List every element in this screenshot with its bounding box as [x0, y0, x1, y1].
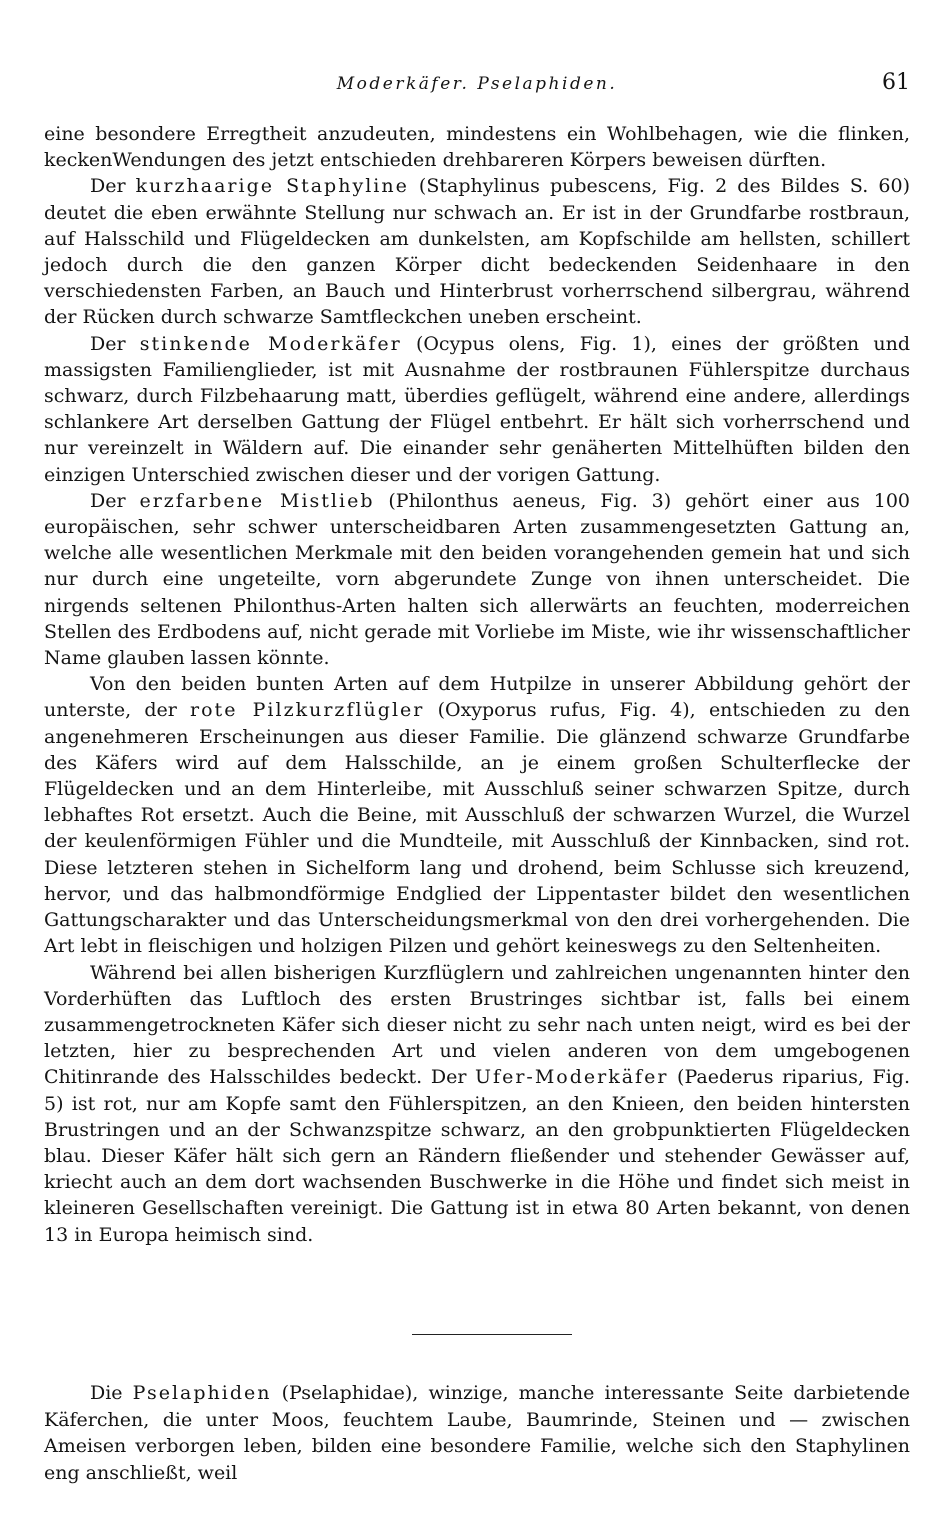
species-name: rote Pilzkurzflügler	[190, 699, 425, 722]
family-name: Pselaphiden	[132, 1382, 272, 1404]
paragraph: Während bei allen bisherigen Kurzflüglern und zahlreichen ungenannten hinter den Vorderhüften das Luftloch des ersten Brustringes sichtbar ist, falls bei einem zusammengetrockneten Käfer sich dieser nicht zu sehr nach unten neigt, wird es bei der letzten, hier zu besprechenden Art und vielen anderen von dem umgebogenen Chitinrande des Halsschildes bedeckt. Der Ufer-Moderkäfer (Paederus riparius, Fig. 5) ist rot, nur am Kopfe samt den Fühlerspitzen, an den Knieen, den beiden hintersten Brustringen und an der Schwanzspitze schwarz, an den grobpunktierten Flügeldecken blau. Dieser Käfer hält sich gern an Rändern fließender und stehender Gewässer auf, kriecht auch an dem dort wachsenden Buschwerke in die Höhe und findet sich meist in kleineren Gesellschaften vereinigt. Die Gattung ist in etwa 80 Arten bekannt, von denen 13 in Europa heimisch sind.	[44, 961, 911, 1246]
paragraph-text: eine besondere Erregtheit anzudeuten, mindestens ein Wohlbehagen, wie die flinken, keckenWendungen des jetzt entschieden drehbareren Körpers beweisen dürften.	[44, 123, 910, 172]
paragraph: Von den beiden bunten Arten auf dem Hutpilze in unserer Abbildung gehört der unterste, der rote Pilzkurzflügler (Oxyporus rufus, Fig. 4), entschieden zu den angenehmeren Erscheinungen aus dieser Familie. Die glänzend schwarze Grundfarbe des Käfers wird auf dem Halsschilde, an je einem großen Schulterflecke der Flügeldecken und an dem Hinterleibe, mit Ausschluß seiner schwarzen Spitze, durch lebhaftes Rot ersetzt. Auch die Beine, mit Ausschluß der schwarzen Wurzel, die Wurzel der keulenförmigen Fühler und die Mundteile, mit Ausschluß der Kinnbacken, sind rot. Diese letzteren stehen in Sichelform lang und drohend, beim Schlusse sich kreuzend, hervor, und das halbmondförmige Endglied der Lippentaster bildet den wesentlichen Gattungscharakter und das Unterscheidungsmerkmal von den drei vorhergehenden. Die Art lebt in fleischigen und holzigen Pilzen und gehört keineswegs zu den Seltenheiten.	[44, 673, 910, 958]
section-divider	[412, 1334, 572, 1335]
paragraph: Der kurzhaarige Staphyline (Staphylinus pubescens, Fig. 2 des Bildes S. 60) deutet die eben erwähnte Stellung nur schwach an. Er ist in der Grundfarbe rostbraun, auf Halsschild und Flügeldecken am dunkelsten, am Kopfschilde am hellsten, schillert jedoch durch die den ganzen Körper dicht bedeckenden Seidenhaare in den verschiedensten Farben, an Bauch und Hinterbrust vorherrschend silbergrau, während der Rücken durch schwarze Samtfleckchen uneben erscheint.	[44, 175, 910, 329]
species-name: erzfarbene Mistlieb	[139, 489, 375, 512]
species-name: kurzhaarige Staphyline	[135, 175, 409, 198]
paragraph: Der erzfarbene Mistlieb (Philonthus aeneus, Fig. 3) gehört einer aus 100 europäischen, sehr schwer unterscheidbaren Arten zusammengesetzten Gattung an, welche alle wesentlichen Merkmale mit den beiden vorangehenden gemein hat und sich nur durch eine ungeteilte, vorn abgerundete Zunge von ihnen unterscheidet. Die nirgends seltenen Philonthus-Arten halten sich allerwärts an feuchten, moderreichen Stellen des Erdbodens auf, nicht gerade mit Vorliebe im Miste, wie ihr wissenschaftlicher Name glauben lassen könnte.	[44, 489, 910, 670]
section-text	[44, 1380, 910, 1486]
paragraph	[44, 121, 910, 173]
page-header	[44, 70, 910, 104]
species-name: stinkende Moderkäfer	[139, 332, 402, 355]
main-text	[44, 121, 910, 1248]
page-number: 61	[882, 70, 910, 95]
paragraph: Die Pselaphiden (Pselaphidae), winzige, manche interessante Seite darbietende Käferchen, die unter Moos, feuchtem Laube, Baumrinde, Steinen und — zwischen Ameisen verborgen leben, bilden eine besondere Familie, welche sich den Staphylinen eng anschließt, weil	[44, 1382, 910, 1484]
paragraph: Der stinkende Moderkäfer (Ocypus olens, Fig. 1), eines der größten und massigsten Familienglieder, ist mit Ausnahme der rostbraunen Fühlerspitze durchaus schwarz, durch Filzbehaarung matt, überdies geflügelt, während eine andere, allerdings schlankere Art derselben Gattung der Flügel entbehrt. Er hält sich vorherrschend und nur vereinzelt in Wäldern auf. Die einander sehr genäherten Mittelhüften bilden den einzigen Unterschied zwischen dieser und der vorigen Gattung.	[44, 332, 910, 486]
species-name: Ufer-Moderkäfer	[475, 1066, 669, 1089]
running-title: Moderkäfer. Pselaphiden.	[336, 74, 618, 94]
